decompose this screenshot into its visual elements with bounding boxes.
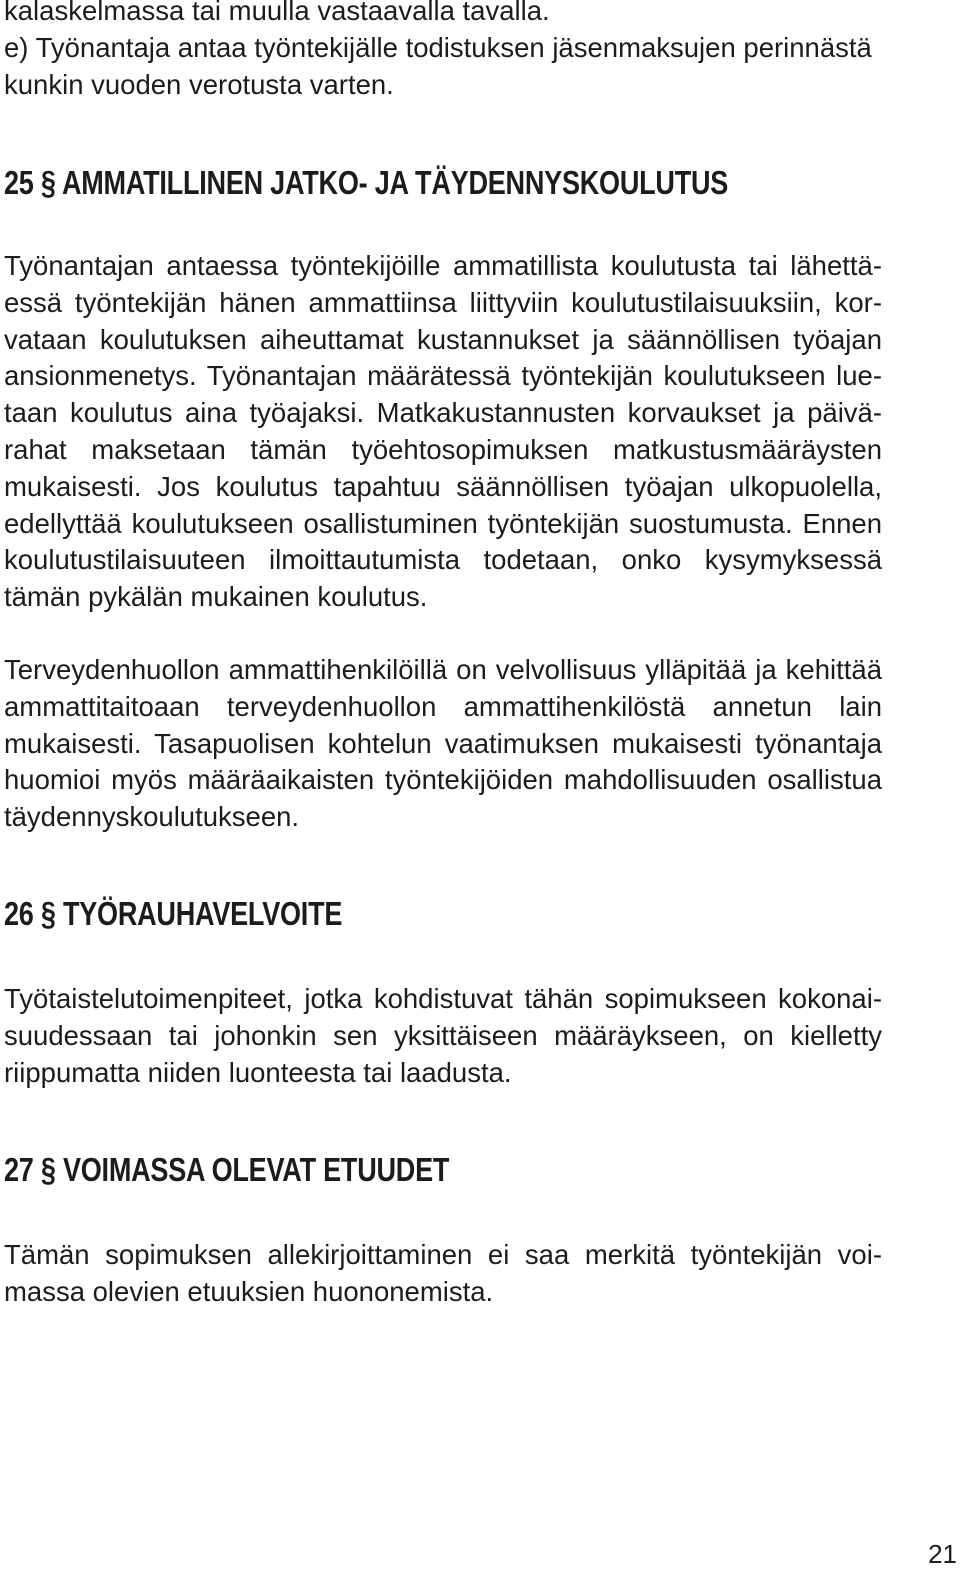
- paragraph-line: massa olevien etuuksien huononemista.: [4, 1275, 494, 1307]
- paragraph-line: taan koulutus aina työajaksi. Matkakustannusten korvaukset ja päivä-: [4, 397, 882, 429]
- section-heading: 25 § AMMATILLINEN JATKO- JA TÄYDENNYSKOULUTUS: [4, 164, 729, 201]
- section-heading: 26 § TYÖRAUHAVELVOITE: [4, 895, 343, 932]
- paragraph-line: ammattitaitoaan terveydenhuollon ammattihenkilöstä annetun lain: [4, 690, 882, 722]
- section-25-paragraph-1: [4, 248, 882, 616]
- paragraph-line: Työtaistelutoimenpiteet, jotka kohdistuvat tähän sopimukseen kokonai-: [4, 983, 882, 1014]
- paragraph-line: essä työntekijän hänen ammattiinsa liittyviin koulutustilaisuuksiin, kor-: [4, 286, 882, 318]
- paragraph-line: kalaskelmassa tai muulla vastaavalla tavalla.: [4, 0, 550, 26]
- section-25-paragraph-2: [4, 652, 882, 836]
- section-26-paragraph-1: [4, 981, 882, 1091]
- paragraph-line: tämän pykälän mukainen koulutus.: [4, 581, 428, 613]
- section-27: [4, 1150, 882, 1190]
- paragraph-line: mukaisesti. Jos koulutus tapahtuu säännöllisen työajan ulkopuolella,: [4, 470, 882, 502]
- paragraph-line: e) Työnantaja antaa työntekijälle todistuksen jäsenmaksujen perinnästä: [4, 31, 872, 63]
- paragraph-line: edellyttää koulutukseen osallistuminen työntekijän suostumusta. Ennen: [4, 507, 882, 539]
- paragraph-line: rahat maksetaan tämän työehtosopimuksen matkustusmääräysten: [4, 433, 882, 465]
- paragraph-line: huomioi myös määräaikaisten työntekijöiden mahdollisuuden osallistua: [4, 764, 882, 796]
- paragraph-line: Terveydenhuollon ammattihenkilöillä on velvollisuus ylläpitää ja kehittää: [4, 654, 882, 685]
- section-25: [4, 163, 882, 203]
- paragraph-line: Työnantajan antaessa työntekijöille ammatillista koulutusta tai lähettä-: [4, 250, 882, 281]
- paragraph-line: mukaisesti. Tasapuolisen kohtelun vaatimuksen mukaisesti työnantaja: [4, 727, 882, 759]
- paragraph-line: vataan koulutuksen aiheuttamat kustannukset ja säännöllisen työajan: [4, 323, 882, 355]
- section-26: [4, 894, 882, 934]
- paragraph-line: riippumatta niiden luonteesta tai laadusta.: [4, 1056, 512, 1088]
- paragraph-line: kunkin vuoden verotusta varten.: [4, 68, 394, 100]
- paragraph-line: Tämän sopimuksen allekirjoittaminen ei saa merkitä työntekijän voi-: [4, 1239, 882, 1270]
- section-heading: 27 § VOIMASSA OLEVAT ETUUDET: [4, 1151, 450, 1188]
- paragraph-line: suudessaan tai johonkin sen yksittäiseen määräykseen, on kielletty: [4, 1019, 882, 1051]
- top-fragment: [4, 0, 882, 103]
- paragraph-line: koulutustilaisuuteen ilmoittautumista todetaan, onko kysymyksessä: [4, 544, 882, 576]
- paragraph-line: ansionmenetys. Työnantajan määrätessä työntekijän koulutukseen lue-: [4, 360, 882, 392]
- section-27-paragraph-1: [4, 1237, 882, 1311]
- paragraph-line: täydennyskoulutukseen.: [4, 801, 300, 833]
- page-number: 21: [928, 1539, 957, 1569]
